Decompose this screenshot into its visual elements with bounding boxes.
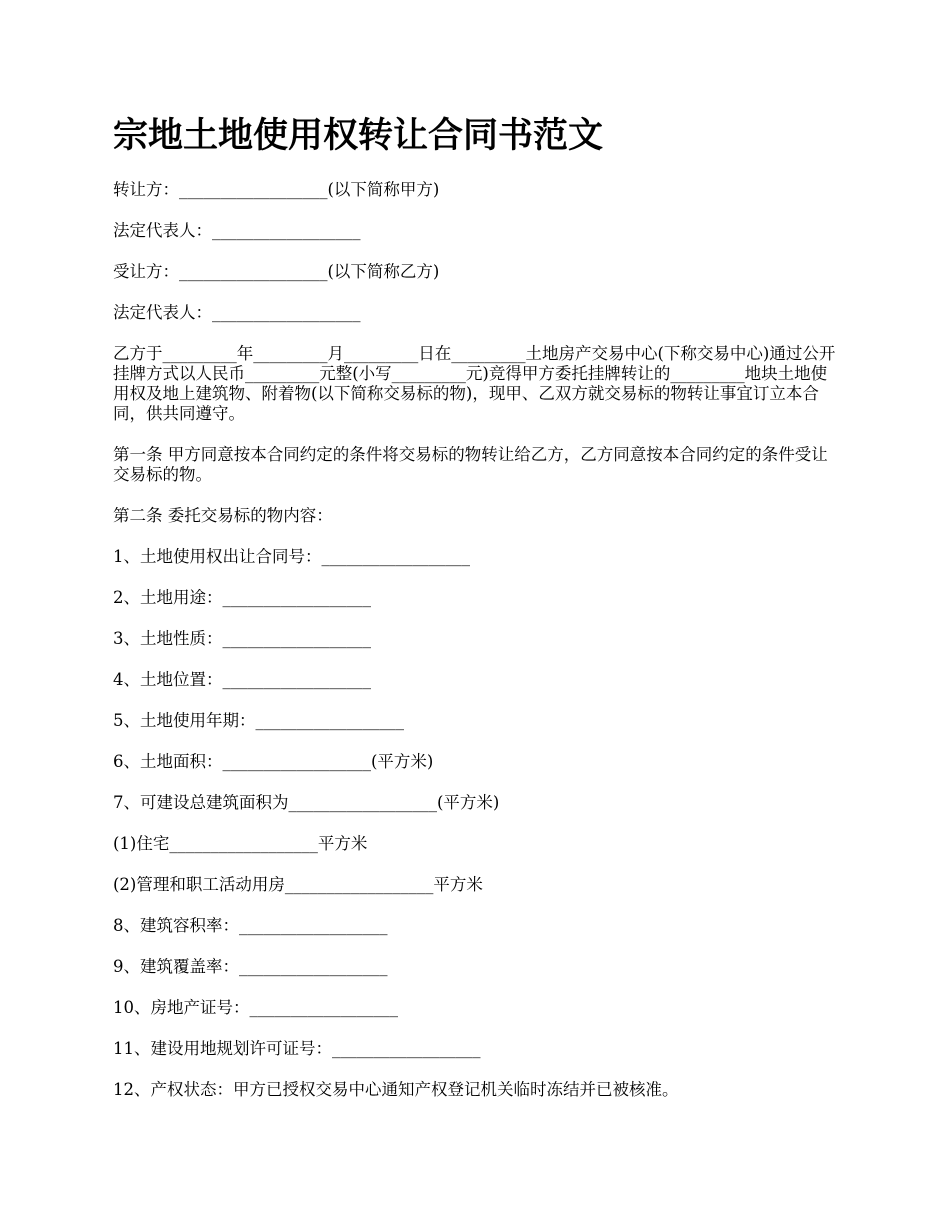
item-residential-area: (1)住宅__________________平方米 xyxy=(113,834,368,853)
transferor-representative-line: 法定代表人：__________________ xyxy=(113,221,361,240)
item-property-certificate: 10、房地产证号：__________________ xyxy=(113,998,398,1017)
item-property-status: 12、产权状态：甲方已授权交易中心通知产权登记机关临时冻结并已被核准。 xyxy=(113,1080,679,1099)
preamble-paragraph: 乙方于_________年_________月_________日在_________土地房产交易中心(下称交易中心)通过公开挂牌方式以人民币_________元整(小写_________元)竞得甲方委托挂牌转让的_________地块土地使用权及地上建筑物、附着物(以下简称交易标的物)，现甲、乙双方就交易标的物转让事宜订立本合同，供共同遵守。 xyxy=(113,344,836,423)
item-land-use: 2、土地用途：__________________ xyxy=(113,588,371,607)
item-land-area: 6、土地面积：__________________(平方米) xyxy=(113,752,434,771)
transferee-representative-line: 法定代表人：__________________ xyxy=(113,303,361,322)
item-land-nature: 3、土地性质：__________________ xyxy=(113,629,371,648)
transferor-line: 转让方：__________________(以下简称甲方) xyxy=(113,180,440,199)
item-land-location: 4、土地位置：__________________ xyxy=(113,670,371,689)
item-total-building-area: 7、可建设总建筑面积为__________________(平方米) xyxy=(113,793,500,812)
article-two-heading: 第二条 委托交易标的物内容： xyxy=(113,506,333,525)
article-one: 第一条 甲方同意按本合同约定的条件将交易标的物转让给乙方，乙方同意按本合同约定的条件受让交易标的物。 xyxy=(113,445,828,484)
item-management-area: (2)管理和职工活动用房__________________平方米 xyxy=(113,875,483,894)
document-title: 宗地土地使用权转让合同书范文 xyxy=(113,115,604,156)
item-contract-number: 1、土地使用权出让合同号：__________________ xyxy=(113,547,470,566)
item-coverage-ratio: 9、建筑覆盖率：__________________ xyxy=(113,957,388,976)
transferee-line: 受让方：__________________(以下简称乙方) xyxy=(113,262,440,281)
item-land-term: 5、土地使用年期：__________________ xyxy=(113,711,404,730)
document-page xyxy=(113,112,838,1121)
item-plot-ratio: 8、建筑容积率：__________________ xyxy=(113,916,388,935)
item-planning-permit: 11、建设用地规划许可证号：__________________ xyxy=(113,1039,481,1058)
